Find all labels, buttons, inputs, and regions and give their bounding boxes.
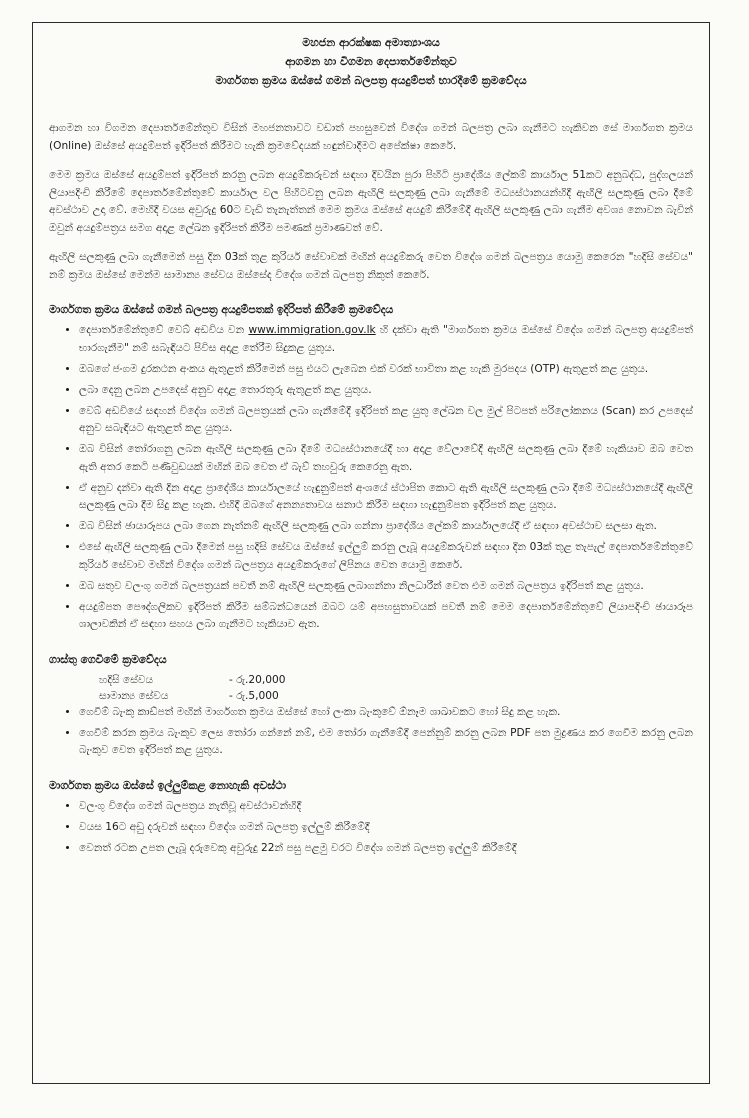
exceptions-list xyxy=(49,798,693,858)
procedure-item: • ඔබ සතුව වලංගු ගමන් බලපත්‍රයක් පවතී නම් ඇඟිලි සලකුණු ලබාගන්නා නිලධාරීන් වෙත එම ගමන් බලපත්‍රය ඉදිරිපත් කළ යුතුය. xyxy=(79,578,693,596)
procedure-item xyxy=(79,322,693,357)
intro-paragraph-3: ඇඟිලි සලකුණු ලබා ගැනීමෙන් පසු දින 03ක් තුළ කුරියර් සේවාවක් මඟින් අයදුම්කරු වෙත විදේශ ගමන් බලපත්‍රය යොමු කෙරෙන "හදිසි සේවය" නම් ක්‍රමය ඔස්සේ මෙන්ම සාමාන්‍ය සේවය ඔස්සේද විදේශ ගමන් බලපත්‍ර නිකුත් කෙරේ. xyxy=(49,251,693,281)
procedure-item: • ඔබගේ ජංගම දුරකථන අංකය ඇතුළත් කිරීමෙන් පසු එයට ලැබෙන එක් වරක් භාවිතා කළ හැකි මුරපදය (OTP) ඇතුළත් කළ යුතුය. xyxy=(79,361,693,379)
intro-paragraph-2: මෙම ක්‍රමය ඔස්සේ අයදුම්පත් ඉදිරිපත් කරනු ලබන අයදුම්කරුවන් සඳහා දිවයින පුරා පිහිටි ප්‍රාදේශීය ලේකම් කාර්යාල 51කට අනුබද්ධ, පුද්ගලයන් ලියාපදිංචි කිරීමේ දෙපාර්තමේන්තුවේ කාර්යාල වල පිහිටවනු ලබන ඇඟිලි සලකුණු ලබා ගැනීමේ මධ්‍යස්ථානයන්හිදී ඇඟිලි සලකුණු ලබා දීමේ අවස්ථාව උදා වේ. මෙහිදී වයස අවුරුදු 60ට වැඩි තැනැත්තන් මෙම ක්‍රමය ඔස්සේ අයදුම් කිරීමේදී ඇඟිලි සලකුණු ලබා ගැනීම අවශ්‍ය නොවන බැවින් ඔවුන් අයදුම්පත්‍රය සමග අදාළ ලේඛන ඉදිරිපත් කිරීම පමණක් ප්‍රමාණවත් වේ. xyxy=(49,169,693,234)
exception-item: • වෙනත් රටක උපත ලැබූ දරුවෙකු අවුරුදු 22න් පසු පළමු වරට විදේශ ගමන් බලපත්‍ර ඉල්ලුම් කිරීමේදී xyxy=(79,840,693,858)
fee-value: - රු.5,000 xyxy=(229,689,279,702)
fee-label: හදිසි සේවය xyxy=(99,673,154,686)
procedure-item-text: හි දක්වා ඇති "මාර්ගගත ක්‍රමය ඔස්සේ විදේශ ගමන් බලපත්‍ර අයදුම්පත් භාරගැනීම" නම් සබැඳියට පිවිස අදාළ තේරීම සිදුකළ යුතුය. xyxy=(79,324,693,354)
procedure-item: • ලබා දෙනු ලබන උපදෙස් අනුව අදාළ තොරතුරු ඇතුළත් කළ යුතුය. xyxy=(79,382,693,400)
immigration-website-link[interactable]: www.immigration.gov.lk xyxy=(248,324,376,336)
procedure-item-text: දෙපාර්තමේන්තුවේ වෙබ් අඩවිය වන xyxy=(79,324,249,336)
notice-header xyxy=(49,33,693,90)
exceptions-heading: මාර්ගගත ක්‍රමය ඔස්සේ ඉල්ලුම්කළ නොහැකි අවස්ථා xyxy=(49,778,286,792)
exception-item: • වලංගු විදේශ ගමන් බලපත්‍රය නැතිවූ අවස්ථාවන්හිදී xyxy=(79,798,693,816)
fees-list xyxy=(49,704,693,760)
procedure-item: • ඔබ විසින් ඡායාරූපය ලබා ගෙන නැත්නම් ඇඟිලි සලකුණු ලබා ගන්නා ප්‍රාදේශීය ලේකම් කාර්යාලයේදී ඒ සඳහා අවස්ථාව සලසා ඇත. xyxy=(79,518,693,536)
exception-item: • වයස 16ට අඩු දරුවන් සඳහා විදේශ ගමන් බලපත්‍ර ඉල්ලුම් කිරීමේදී xyxy=(79,819,693,837)
intro-paragraph-1: ආගමන හා විගමන දෙපාර්තමේන්තුව විසින් මහජනතාවට වඩාත් පහසුවෙන් විදේශ ගමන් බලපත්‍ර ලබා ගැනීමට හැකිවන සේ මාර්ගගත ක්‍රමය (Online) ඔස්සේ අයදුම්පත් ඉදිරිපත් කිරීමට හැකි ක්‍රමවේදයක් හඳුන්වාදීමට අපේක්ෂා කෙරේ. xyxy=(49,122,693,152)
procedure-list xyxy=(49,322,693,634)
department-title: ආගමන හා විගමන දෙපාර්තමේන්තුව xyxy=(285,55,457,68)
fees-item: • ගෙවීම් කරන ක්‍රමය බැංකුව ලෙස තෝරා ගන්නේ නම්, එම තෝරා ගැනීමේදී පෙන්නුම් කරනු ලබන PDF පත මුද්‍රණය කර ගෙවීම කරනු ලබන බැංකුව වෙත ඉදිරිපත් කළ යුතුය. xyxy=(79,725,693,760)
notice-frame xyxy=(32,22,710,1084)
fees-item: • ගෙවීම් බැංකු කාඩ්පත් මඟින් මාර්ගගත ක්‍රමය ඔස්සේ හෝ ලංකා බැංකුවේ ඕනෑම ශාඛාවකට හෝ සිදු කළ හැක. xyxy=(79,704,693,722)
fee-value: - රු.20,000 xyxy=(229,673,286,686)
notice-title: මාර්ගගත ක්‍රමය ඔස්සේ ගමන් බලපත්‍ර අයදුම්පත් භාරදීමේ ක්‍රමවේදය xyxy=(215,74,527,87)
fee-row xyxy=(99,688,693,704)
fee-row xyxy=(99,672,693,688)
ministry-title: මහජන ආරක්ෂක අමාත්‍යාංශය xyxy=(302,36,440,49)
fee-table xyxy=(49,672,693,704)
fees-heading: ගාස්තු ගෙවීමේ ක්‍රමවේදය xyxy=(49,652,167,666)
procedure-item: • ඔබ විසින් තෝරාගනු ලබන ඇඟිලි සලකුණු ලබා දීමේ මධ්‍යස්ථානයේදී හා අදාළ වේලාවේදී ඇඟිලි සලකුණු ලබා දීමේ හැකියාව ඔබ වෙත ඇති අතර කෙටි පණිවුඩයක් මඟින් ඔබ වෙත ඒ බැව් තහවුරු කෙරෙනු ඇත. xyxy=(79,441,693,476)
fee-label: සාමාන්‍ය සේවය xyxy=(99,689,169,702)
procedure-item: • අයදුම්පත පෞද්ගලිකව ඉදිරිපත් කිරීම සම්බන්ධයෙන් ඔබට යම් අපහසුතාවයක් පවතී නම් මෙම දෙපාර්තමේන්තුවේ ලියාපදිංචි ඡායාරූප ශාලාවකින් ඒ සඳහා සහය ලබා ගැනීමට හැකියාව ඇත. xyxy=(79,599,693,634)
procedure-heading: මාර්ගගත ක්‍රමය ඔස්සේ ගමන් බලපත්‍ර අයදුම්පතක් ඉදිරිපත් කිරීමේ ක්‍රමවේදය xyxy=(49,303,394,316)
procedure-item: • එසේ ඇඟිලි සලකුණු ලබා දීමෙන් පසු හදිසි සේවය ඔස්සේ ඉල්ලුම් කරනු ලැබූ අයදුම්කරුවන් සඳහා දින 03ක් තුළ තැපැල් දෙපාර්තමේන්තුවේ කුරියර් සේවාව මඟින් විදේශ ගමන් බලපත්‍රය අයදුම්කරුගේ ලිපිනය වෙත යොමු කෙරේ. xyxy=(79,539,693,574)
procedure-item: • වෙබ් අඩවියේ සඳහන් විදේශ ගමන් බලපත්‍රයක් ලබා ගැනීමේදී ඉදිරිපත් කළ යුතු ලේඛන වල මුල් පිටපත් පරිලෝකනය (Scan) කර උපදෙස් අනුව සබැඳියට ඇතුළත් කළ යුතුය. xyxy=(79,403,693,438)
procedure-item: • ඒ අනුව දන්වා ඇති දින අදාළ ප්‍රාදේශීය කාර්යාලයේ හැඳුනුම්පත් අංශයේ ස්ථාපිත කොට ඇති ඇඟිලි සලකුණු ලබා දීමේ මධ්‍යස්ථානයේදී ඇඟිලි සලකුණු ලබා දීම සිදු කළ හැක. එහිදී ඔබගේ අනන්‍යතාවය සනාථ කිරීම සඳහා හැඳුනුම්පත ඉදිරිපත් කළ යුතුය. xyxy=(79,480,693,515)
